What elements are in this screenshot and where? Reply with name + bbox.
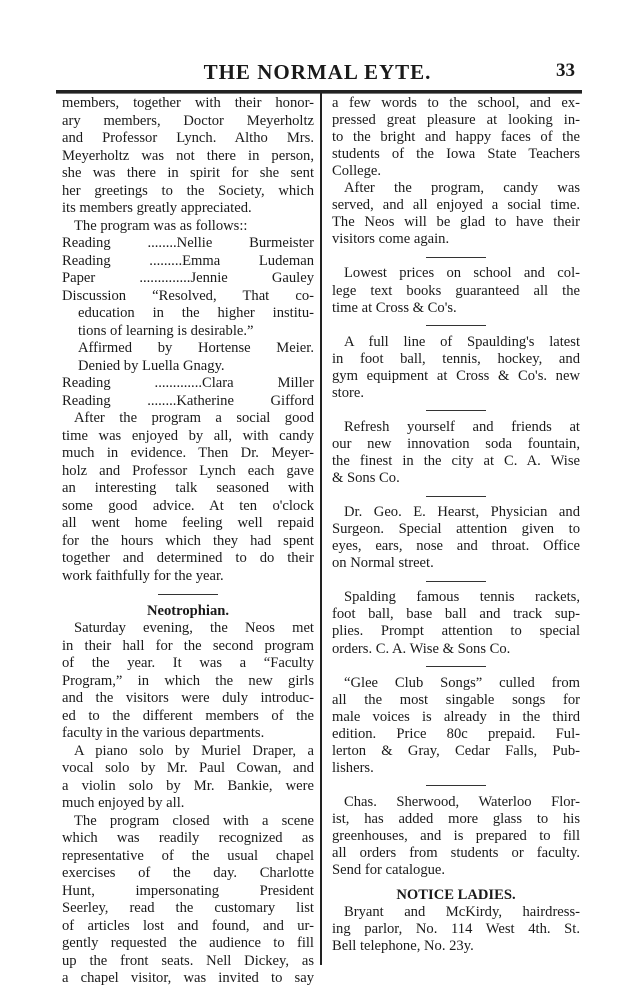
paragraph [332, 265, 580, 316]
text-line: Seerley, read the customary list [62, 900, 314, 916]
text-line: all went home feeling well repaid [62, 515, 314, 531]
paragraph [332, 675, 580, 777]
paragraph [332, 904, 580, 955]
masthead-title: THE NORMAL EYTE. [203, 60, 432, 84]
text-line: to the bright and happy faces of the [332, 129, 580, 146]
section-rule [332, 658, 580, 675]
text-line: ing parlor, No. 114 West 4th. St. [332, 921, 580, 938]
text-line: the finest in the city at C. A. Wise [332, 452, 580, 469]
text-line: much in evidence. Then Dr. Meyer- [62, 445, 314, 461]
text-line: lerton & Gray, Cedar Falls, Pub- [332, 742, 580, 759]
text-line: some good advice. At ten o'clock [62, 497, 314, 514]
text-line: all orders from students or faculty. [332, 845, 580, 862]
text-line: foot ball, base ball and track sup- [332, 606, 580, 623]
column-divider [320, 93, 322, 965]
text-line: faculty in the various departments. [62, 725, 265, 741]
left-column [62, 95, 314, 988]
text-line: our new innovation soda fountain, [332, 435, 580, 452]
text-line: After the program, candy was [344, 180, 580, 197]
text-line: Spalding famous tennis rackets, [344, 589, 580, 606]
text-line: her greetings to the Society, which [62, 182, 314, 199]
section-rule [332, 248, 580, 265]
text-line: Affirmed by Hortense Meier. [78, 340, 314, 356]
text-line: pressed great pleasure at looking in- [332, 112, 580, 129]
text-line: tions of learning is desirable.” [78, 322, 254, 339]
text-line: which was readily recognized as [62, 830, 314, 846]
text-line: Surgeon. Special attention given to [332, 521, 580, 538]
text-line: for the hours which they had spent [62, 532, 314, 549]
text-line: A piano solo by Muriel Draper, a [74, 742, 314, 759]
section-rule [332, 402, 580, 419]
text-line: a violin solo by Mr. Bankie, were [62, 777, 314, 794]
paragraph [62, 235, 314, 288]
text-line: its members greatly appreciated. [62, 200, 252, 216]
text-line: The program was as follows:: [74, 217, 248, 234]
text-line: & Sons Co. [332, 470, 400, 487]
text-line: Lowest prices on school and col- [344, 265, 580, 282]
text-line: plies. Prompt attention to special [332, 623, 580, 640]
text-line: greenhouses, and is prepared to fill [332, 828, 580, 845]
text-line: time at Cross & Co's. [332, 299, 457, 316]
paragraph [332, 794, 580, 879]
text-line: a chapel visitor, was invited to say [62, 970, 314, 986]
paragraph [62, 410, 314, 585]
paragraph [332, 419, 580, 487]
text-line: Reading .............Clara Miller [62, 375, 314, 391]
paragraph [332, 504, 580, 572]
text-line: representative of the usual chapel [62, 847, 314, 864]
text-line: Reading .........Emma Ludeman [62, 252, 314, 269]
text-line: and Professor Lynch. Altho Mrs. [62, 130, 314, 146]
text-line: a few words to the school, and ex- [332, 95, 580, 111]
text-line: ed to the different members of the [62, 707, 314, 724]
text-line: Meyerholtz was not there in person, [62, 147, 314, 164]
paragraph [332, 180, 580, 248]
text-line: Reading ........Nellie Burmeister [62, 235, 314, 251]
section-heading: Neotrophian. [146, 602, 230, 619]
text-line: Bell telephone, No. 23y. [332, 938, 474, 955]
text-line: Paper ..............Jennie Gauley [62, 270, 314, 286]
text-line: After the program a social good [74, 410, 314, 426]
text-line: The Neos will be glad to have their [332, 214, 580, 231]
text-line: served, and all enjoyed a social time. [332, 197, 580, 214]
text-line: and the visitors were duly introduc- [62, 690, 314, 706]
text-line: “Glee Club Songs” culled from [344, 674, 580, 691]
text-line: male voices is already in the third [332, 708, 580, 725]
text-line: work faithfully for the year. [62, 567, 224, 584]
text-line: an interesting talk seasoned with [62, 480, 314, 496]
text-line: exercises of the day. Charlotte [62, 865, 314, 881]
text-line: College. [332, 163, 382, 180]
text-line: Chas. Sherwood, Waterloo Flor- [344, 793, 580, 810]
paragraph [62, 95, 314, 218]
text-line: time was enjoyed by all, with candy [62, 427, 314, 444]
text-line: Program,” in which the new girls [62, 672, 314, 689]
text-line: store. [332, 384, 365, 401]
text-line: Reading ........Katherine Gifford [62, 392, 314, 409]
text-line: ist, has added more glass to his [332, 810, 580, 827]
text-line: Hunt, impersonating President [62, 882, 314, 899]
text-line: she was there in spirit for she sent [62, 165, 314, 181]
paragraph [332, 334, 580, 402]
text-line: gym equipment at Cross & Co's. new [332, 367, 580, 384]
text-line: of articles lost and found, and ur- [62, 917, 314, 934]
text-line: education in the higher institu- [78, 305, 314, 321]
header-rule [56, 90, 582, 94]
paragraph [332, 589, 580, 657]
text-line: of the year. It was a “Faculty [62, 655, 314, 671]
right-column [332, 95, 580, 955]
text-line: Dr. Geo. E. Hearst, Physician and [344, 504, 580, 521]
text-line: on Normal street. [332, 555, 434, 572]
text-line: eyes, ears, nose and throat. Office [332, 538, 580, 555]
text-line: Bryant and McKirdy, hairdress- [344, 904, 580, 921]
text-line: The program closed with a scene [74, 812, 314, 829]
text-line: together and determined to do their [62, 550, 314, 566]
text-line: Denied by Luella Gnagy. [78, 357, 225, 374]
section-rule [332, 777, 580, 794]
text-line: in foot ball, tennis, hockey, and [332, 350, 580, 367]
text-line: gently requested the audience to fill [62, 935, 314, 951]
paragraph [62, 813, 314, 988]
text-line: Refresh yourself and friends at [344, 418, 580, 435]
section-rule [332, 317, 580, 334]
paragraph [62, 620, 314, 743]
text-line: ary members, Doctor Meyerholtz [62, 112, 314, 129]
section-rule [332, 487, 580, 504]
text-line: A full line of Spaulding's latest [344, 333, 580, 350]
paragraph [62, 743, 314, 813]
text-line: Discussion “Resolved, That co- [62, 287, 314, 304]
text-line: vocal solo by Mr. Paul Cowan, and [62, 760, 314, 776]
section-rule [62, 585, 314, 603]
section-heading: NOTICE LADIES. [396, 887, 516, 904]
paragraph [62, 288, 314, 341]
text-line: students of the Iowa State Teachers [332, 146, 580, 163]
text-line: all the most singable songs for [332, 691, 580, 708]
text-line: up the front seats. Nell Dickey, as [62, 952, 314, 969]
text-line: lege text books guaranteed all the [332, 282, 580, 299]
paragraph [62, 375, 314, 410]
paragraph [62, 218, 314, 236]
text-line: holz and Professor Lynch each gave [62, 462, 314, 479]
section-rule [332, 572, 580, 589]
paragraph [62, 340, 314, 375]
text-line: Saturday evening, the Neos met [74, 620, 314, 636]
paragraph [332, 95, 580, 180]
text-line: members, together with their honor- [62, 95, 314, 111]
text-line: much enjoyed by all. [62, 795, 185, 811]
text-line: edition. Price 80c prepaid. Ful- [332, 725, 580, 742]
text-line: orders. C. A. Wise & Sons Co. [332, 640, 511, 657]
text-line: lishers. [332, 759, 374, 776]
text-line: in their hall for the second program [62, 637, 314, 654]
page-number: 33 [556, 60, 575, 81]
text-line: visitors come again. [332, 231, 450, 248]
text-line: Send for catalogue. [332, 862, 446, 879]
